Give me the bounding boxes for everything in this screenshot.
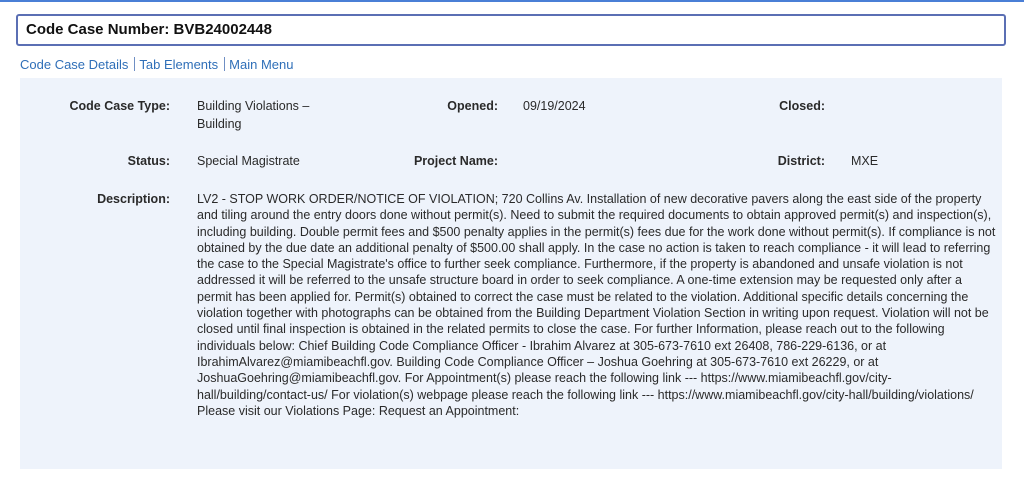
case-type-value-line1: Building Violations – (197, 99, 310, 113)
case-type-value-line2: Building (197, 117, 242, 131)
district-value: MXE (851, 154, 879, 168)
case-type-value (197, 97, 347, 133)
opened-value: 09/19/2024 (523, 99, 586, 113)
nav-separator (224, 57, 225, 71)
top-accent-line (0, 0, 1024, 2)
description-value: LV2 - STOP WORK ORDER/NOTICE OF VIOLATION; 720 Collins Av. Installation of new decorative pavers along the east side of the property and tiling around the entry doors done without permit(s). Need to submit the required documents to obtain approved permit(s) and inspection(s), including building. Double permit fees and $500 penalty applies in the permit(s) fees due for the work done without permit(s). If compliance is not obtained by the due date an additional penalty of $500.00 shall apply. In the case no action is taken to reach compliance - it will lead to referring the case to the Special Magistrate's office to further seek compliance. Furthermore, if the property is abandoned and unsafe violation is not addressed it will be referred to the unsafe structure board in order to seek compliance. A one-time extension may be requested only after a permit has been applied for. Permit(s) obtained to correct the case must be related to the violation. Additional specific details concerning the violation together with photographs can be obtained from the Building Department Violation Section in writing upon request. Violation will not be closed until final inspection is obtained in the related permits to close the case. For further Information, please reach out to the following individuals below: Chief Building Code Compliance Officer - Ibrahim Alvarez at 305-673-7610 ext 26408, 786-229-6136, or at IbrahimAlvarez@miamibeachfl.gov. Building Code Compliance Officer – Joshua Goehring at 305-673-7610 ext 26229, or at JoshuaGoehring@miamibeachfl.gov. For Appointment(s) please reach the following link --- https://www.miamibeachfl.gov/city-hall/building/contact-us/ For violation(s) webpage please reach the following link --- https://www.miamibeachfl.gov/city-hall/building/violations/ Please visit our Violations Page: Request an Appointment: (197, 192, 996, 418)
status-value: Special Magistrate (197, 154, 300, 168)
case-nav-links (20, 57, 293, 72)
case-number-title: Code Case Number: BVB24002448 (26, 21, 272, 38)
district-label: District: (777, 154, 825, 168)
project-name-label: Project Name: (413, 154, 498, 168)
description-label: Description: (97, 192, 170, 206)
tab-elements-link[interactable]: Tab Elements (139, 57, 219, 72)
nav-separator (134, 57, 135, 71)
closed-label: Closed: (779, 99, 825, 113)
opened-label: Opened: (447, 99, 498, 113)
case-number-header (16, 14, 1006, 46)
case-type-label: Code Case Type: (69, 99, 170, 113)
status-label: Status: (127, 154, 170, 168)
main-menu-link[interactable]: Main Menu (229, 57, 294, 72)
code-case-details-link[interactable]: Code Case Details (20, 57, 129, 72)
